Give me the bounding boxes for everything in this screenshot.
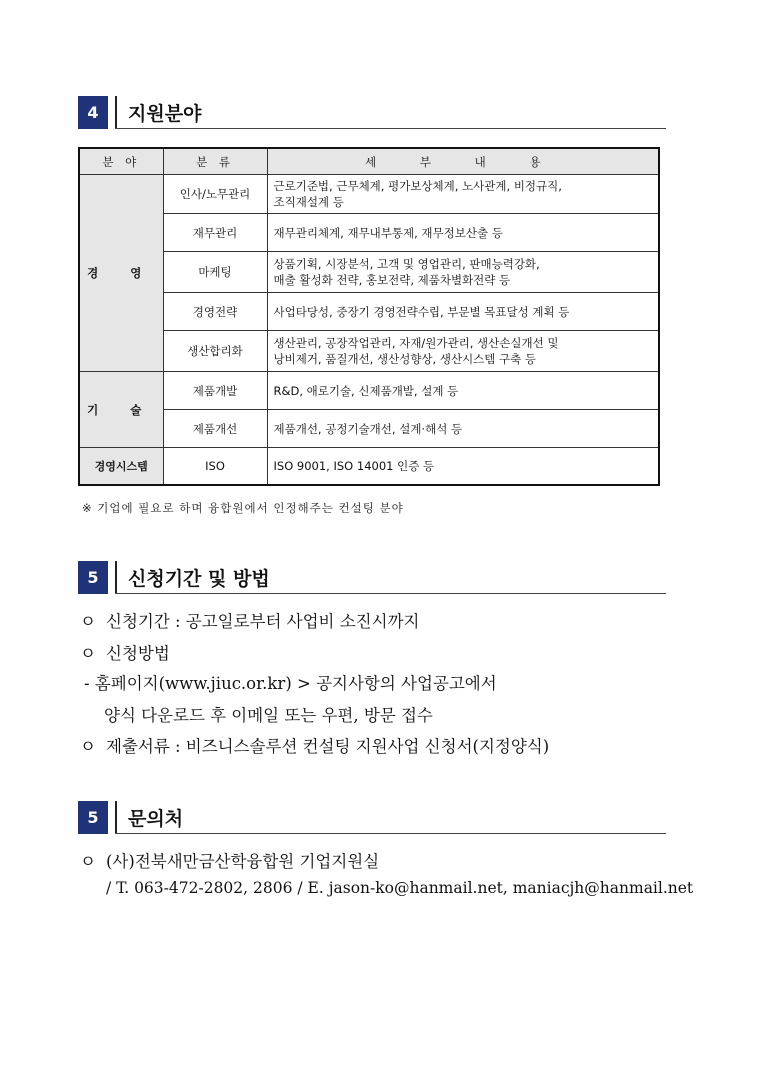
support-areas-table xyxy=(78,147,660,486)
divider xyxy=(115,801,117,834)
detail-line: 상품기획, 시장분석, 고객 및 영업관리, 판매능력강화, xyxy=(273,257,540,271)
underline xyxy=(115,128,666,129)
subcategory-cell: 생산합리화 xyxy=(163,331,267,372)
bullet-icon: ㅇ xyxy=(80,612,96,631)
underline xyxy=(115,833,666,834)
header-cell: 분 야 xyxy=(79,148,163,175)
subcategory-cell: 재무관리 xyxy=(163,214,267,252)
category-cell: 경 영 xyxy=(79,175,163,372)
category-cell: 경영시스템 xyxy=(79,448,163,485)
divider xyxy=(115,96,117,129)
section-title: 문의처 xyxy=(128,808,184,830)
table-footnote: ※ 기업에 필요로 하며 융합원에서 인정해주는 컨설팅 분야 xyxy=(82,501,404,515)
apply-homepage-line: - 홈페이지(www.jiuc.or.kr) > 공지사항의 사업공고에서 xyxy=(84,674,497,693)
detail-cell: 제품개선, 공정기술개선, 설계·해석 등 xyxy=(267,410,659,448)
section-title: 신청기간 및 방법 xyxy=(128,568,270,590)
detail-cell: ISO 9001, ISO 14001 인증 등 xyxy=(267,448,659,485)
apply-period-text: 신청기간 : 공고일로부터 사업비 소진시까지 xyxy=(106,612,420,631)
detail-cell xyxy=(267,252,659,293)
table-row xyxy=(79,252,659,293)
subcategory-cell: 인사/노무관리 xyxy=(163,175,267,214)
section-number: 5 xyxy=(78,801,108,834)
underline xyxy=(115,593,666,594)
subcategory-cell: 제품개발 xyxy=(163,372,267,410)
apply-period-line xyxy=(80,608,419,632)
submission-docs-text: 제출서류 : 비즈니스솔루션 컨설팅 지원사업 신청서(지정양식) xyxy=(106,737,550,756)
table-row xyxy=(79,372,659,410)
bullet-icon: ㅇ xyxy=(80,644,96,663)
section-title: 지원분야 xyxy=(128,103,202,125)
detail-line: 생산관리, 공장작업관리, 자재/원가관리, 생산손실개선 및 xyxy=(273,336,559,350)
subcategory-cell: ISO xyxy=(163,448,267,485)
table-row xyxy=(79,293,659,331)
bullet-icon: ㅇ xyxy=(80,737,96,756)
detail-line: 매출 활성화 전략, 홍보전략, 제품차별화전략 등 xyxy=(273,273,511,287)
section-4-header xyxy=(78,96,666,132)
submission-docs-line xyxy=(80,733,549,757)
contact-org-text: (사)전북새만금산학융합원 기업지원실 xyxy=(106,852,380,871)
subcategory-cell: 제품개선 xyxy=(163,410,267,448)
detail-cell: R&D, 애로기술, 신제품개발, 설계 등 xyxy=(267,372,659,410)
detail-line: 조직재설계 등 xyxy=(273,195,344,209)
apply-method-line xyxy=(80,640,170,664)
table-row xyxy=(79,448,659,485)
detail-cell: 재무관리체계, 재무내부통제, 재무정보산출 등 xyxy=(267,214,659,252)
apply-method-text: 신청방법 xyxy=(106,644,170,663)
table-row xyxy=(79,410,659,448)
section-number: 4 xyxy=(78,96,108,129)
subcategory-cell: 마케팅 xyxy=(163,252,267,293)
header-cell: 세 부 내 용 xyxy=(267,148,659,175)
apply-submit-line: 양식 다운로드 후 이메일 또는 우편, 방문 접수 xyxy=(104,706,433,725)
table-row xyxy=(79,214,659,252)
contact-detail-line: / T. 063-472-2802, 2806 / E. jason-ko@hanmail.net, maniacjh@hanmail.net xyxy=(106,879,694,897)
contact-org-line xyxy=(80,848,379,872)
table-row xyxy=(79,175,659,214)
detail-cell: 사업타당성, 중장기 경영전략수립, 부문별 목표달성 계획 등 xyxy=(267,293,659,331)
detail-cell xyxy=(267,175,659,214)
divider xyxy=(115,561,117,594)
detail-cell xyxy=(267,331,659,372)
section-5-header xyxy=(78,561,666,597)
table-header-row xyxy=(79,148,659,175)
category-cell: 기 술 xyxy=(79,372,163,448)
header-cell: 분 류 xyxy=(163,148,267,175)
detail-line: 근로기준법, 근무체계, 평가보상체계, 노사관계, 비정규직, xyxy=(273,179,562,193)
section-contact-header xyxy=(78,801,666,837)
detail-line: 낭비제거, 품질개선, 생산성향상, 생산시스템 구축 등 xyxy=(273,352,537,366)
subcategory-cell: 경영전략 xyxy=(163,293,267,331)
table-row xyxy=(79,331,659,372)
bullet-icon: ㅇ xyxy=(80,852,96,871)
section-number: 5 xyxy=(78,561,108,594)
